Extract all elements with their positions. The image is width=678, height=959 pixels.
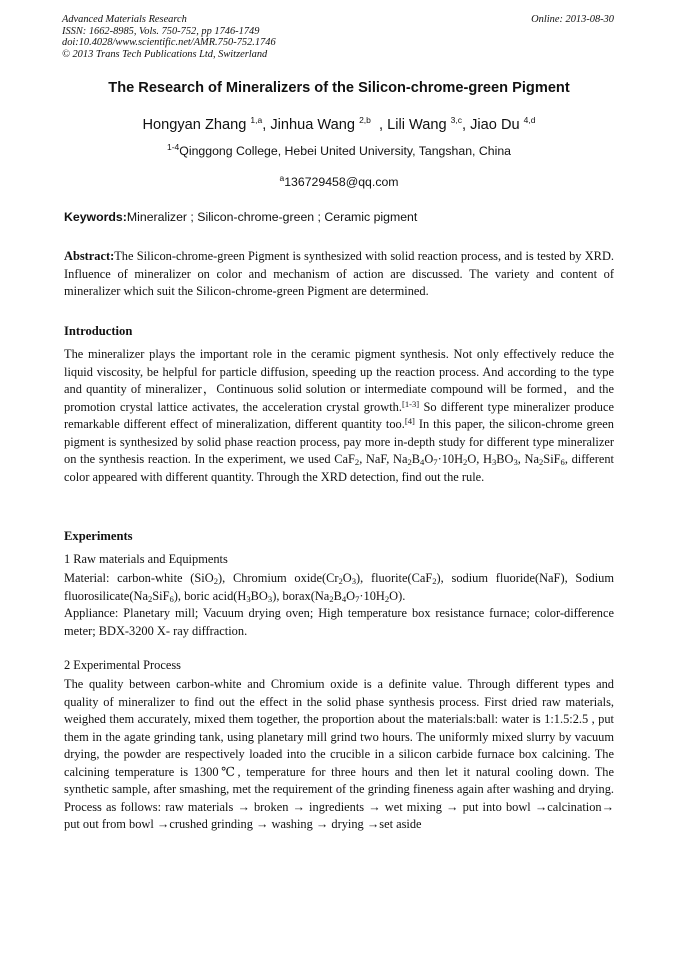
doi-line: doi:10.4028/www.scientific.net/AMR.750-752.1746 [62, 37, 276, 49]
author-list: Hongyan Zhang $^{1,a}$, Jinhua Wang $^{2,b}$ , Lili Wang $^{3,c}$, Jiao Du $^{4,d}$ [142, 115, 536, 133]
intro-text: SiF [543, 452, 561, 466]
materials-text: O [342, 571, 352, 585]
appliance-list: Appliance: Planetary mill; Vacuum drying oven; High temperature box resistance furnace; color-difference meter; BDX-3200 X- ray diffraction. [64, 606, 614, 638]
intro-text: So different type mineralizer produce remarkable different effect of mineralization, different quantity too. [64, 399, 614, 431]
subsection-raw-materials: 1 Raw materials and Equipments [64, 552, 228, 566]
contact-email [0, 173, 678, 189]
intro-text: O [424, 452, 434, 466]
author-name: Lili Wang [387, 116, 447, 133]
keywords [64, 210, 417, 224]
subscript: 3 [246, 593, 251, 604]
copyright-line: © 2013 Trans Tech Publications Ltd, Switzerland [62, 48, 268, 60]
subscript: 7 [433, 457, 438, 467]
intro-text: , NaF, Na [359, 452, 408, 466]
materials-text: SiF [152, 588, 170, 603]
journal-name: Advanced Materials Research [62, 14, 187, 25]
intro-text: , Na [517, 452, 539, 466]
subscript: 2 [432, 576, 437, 586]
subscript: 3 [351, 576, 357, 586]
author-superscript: 4,d [523, 115, 536, 125]
author-name: Hongyan Zhang [142, 116, 247, 133]
citation: [4] [404, 416, 415, 426]
email-text: 136729458@qq.com [284, 175, 399, 190]
subscript: 2 [384, 593, 390, 604]
abstract [64, 248, 614, 301]
subscript: 6 [560, 457, 565, 467]
subscript: 2 [407, 457, 412, 467]
journal-header [62, 14, 422, 60]
intro-text: BO [496, 452, 514, 466]
materials-text: O). [389, 588, 406, 603]
introduction-heading: Introduction [64, 324, 133, 338]
online-date: Online: 2013-08-30 [531, 14, 614, 25]
subscript: 2 [539, 457, 544, 467]
materials-text: O [346, 588, 356, 603]
subscript: 7 [355, 593, 360, 604]
materials-text: ), sodium fluoride(NaF), Sodium fluorosilicate(Na [64, 571, 614, 603]
affiliation-text: Qinggong College, Hebei United University, Tangshan, China [179, 144, 512, 159]
subscript: 4 [420, 457, 425, 467]
materials-text: BO [250, 588, 268, 603]
process-body: The quality between carbon-white and Chromium oxide is a definite value. Through different types and quality of mineralizer to find out the effect in the solid phase synthesis process. First dried raw materials, weighed them accurately, mixed them together, the proportion about the materials:ball: water is 1:1.5:2.5 , put them in the agate grinding tank, using planetary mill grind two hours. The uniformly mixed slurry by vacuum drying, the powder are respectively loaded into the crucible in a silicon carbide furnace box calcining. The calcining temperature is 1300℃, temperature for three hours and then let it natural cooling down. The synthetic sample, after smashing, met the requirement of the grinding fineness again after washing and drying. Process as follows: raw materials → broken → ingredients → wet mixing → put into bowl →calcination→ put out from bowl →crushed grinding → washing → drying →set aside [64, 677, 614, 831]
affiliation [0, 142, 678, 158]
keywords-label: Keywords: [64, 210, 127, 224]
intro-text: O, H [467, 452, 492, 466]
abstract-label: Abstract: [64, 249, 115, 263]
subscript: 2 [213, 576, 218, 586]
paper-title: The Research of Mineralizers of the Silicon-chrome-green Pigment [108, 80, 570, 96]
materials-text: ·10H [359, 588, 385, 603]
intro-text: , different color appeared with different quantity. Through the XRD detection, find out the rule. [64, 452, 615, 484]
materials-text: ), boric acid(H [173, 588, 247, 603]
subscript: 2 [338, 576, 343, 586]
subscript: 3 [513, 457, 518, 467]
intro-text: In this paper, the silicon-chrome green pigment is synthesized by solid phase reaction process, pay more in-depth study for different type mineralizer on the synthesis reaction. In the experiment, we used CaF [64, 417, 614, 466]
affiliation-superscript: 1-4 [166, 142, 180, 152]
email-superscript: a [279, 173, 285, 183]
citation: [1-3] [401, 398, 420, 409]
issn-line: ISSN: 1662-8985, Vols. 750-752, pp 1746-1749 [62, 25, 260, 37]
author-superscript: 2,b [359, 115, 371, 125]
author-superscript: 1,a [250, 115, 263, 125]
author-name: Jiao Du [470, 116, 520, 133]
keywords-text: Mineralizer ; Silicon-chrome-green ; Ceramic pigment [126, 210, 418, 224]
subscript: 6 [169, 593, 174, 604]
subscript: 3 [491, 457, 497, 467]
intro-text: ·10H [437, 452, 464, 466]
materials-text: ), Chromium oxide(Cr [218, 571, 339, 585]
experiments-heading: Experiments [64, 529, 133, 543]
introduction-body: The mineralizer plays the important role in the ceramic pigment synthesis. Not only effectively reduce the liquid viscosity, be helpful for particle diffusion, speeding up the reaction process. And according to the type and quantity of mineralizer，Continuous solid solution or intermediate compound will be formed，and the promotion crystal lattice activates, the acceleration crystal growth.[1-3] So different type mineralizer produce remarkable different effect of mineralization, different quantity too.[4] In this paper, the silicon-chrome green pigment is synthesized by solid phase reaction process, pay more in-depth study for different type mineralizer on the synthesis reaction. In the experiment, we used CaF$_2$, NaF, $Na_2B_4O_7\cdot 10H_2O$, $H_3BO_3$, $Na_2SiF_6$, different color appeared with different quantity. Through the XRD detection, find out the rule. [64, 347, 615, 484]
subscript: 3 [267, 593, 273, 604]
materials-list [64, 570, 614, 605]
materials-text: ), borax(Na [272, 588, 330, 603]
subscript: 2 [463, 457, 468, 467]
abstract-text: The Silicon-chrome-green Pigment is synthesized with solid reaction process, and is tested by XRD. Influence of mineralizer on color and mechanism of action are discussed. The variety and content of mineralizer which suit the Silicon-chrome-green Pigment are determined. [64, 249, 614, 298]
intro-text: The mineralizer plays the important role in the ceramic pigment synthesis. Not only effectively reduce the liquid viscosity, be helpful for particle diffusion, speeding up the reaction process. And according to the type and quantity of mineralizer，Continuous solid solution or intermediate compound will be formed，and the promotion crystal lattice activates, the acceleration crystal growth. [64, 347, 614, 414]
materials-text: B [333, 588, 342, 603]
author-superscript: 3,c [450, 115, 463, 125]
subsection-experimental-process: 2 Experimental Process [64, 658, 181, 672]
materials-text: Material: carbon-white (SiO [64, 571, 214, 585]
subscript: 4 [341, 593, 347, 604]
materials-text: ), fluorite(CaF [356, 571, 433, 585]
author-name: Jinhua Wang [270, 116, 356, 133]
subscript: 2 [354, 457, 360, 467]
subscript: 2 [329, 593, 334, 604]
subscript: 2 [147, 593, 153, 604]
